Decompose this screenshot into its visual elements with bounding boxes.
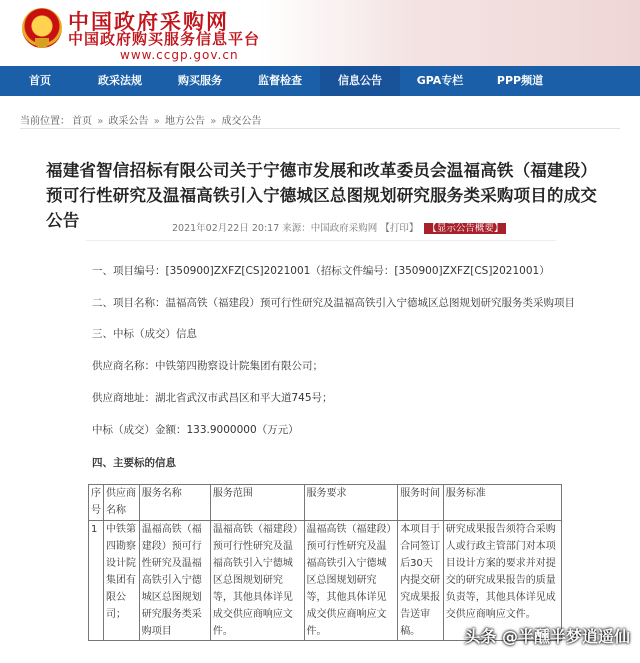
- page-title: 福建省智信招标有限公司关于宁德市发展和改革委员会温福高铁（福建段）预可行性研究及温福高铁引入宁德城区总图规划研究服务类采购项目的成交公告: [46, 161, 598, 230]
- article-meta: [172, 220, 506, 234]
- breadcrumb-home[interactable]: 首页: [72, 116, 92, 127]
- nav-item-services[interactable]: 购买服务: [178, 74, 222, 87]
- project-number: 一、项目编号：[350900]ZXFZ[CS]2021001（招标文件编号：[350900]ZXFZ[CS]2021001）: [92, 265, 550, 277]
- table-cell-service-time: 本项目于合同签订后30天内提交研究成果报告送审稿。: [398, 521, 444, 641]
- table-header: 服务名称: [139, 485, 210, 521]
- publish-date: 2021年02月22日 20:17: [172, 223, 280, 234]
- nav-item-ppp[interactable]: PPP频道: [496, 74, 544, 87]
- table-cell-service-name: 温福高铁（福建段）预可行性研究及温福高铁引入宁德城区总图规划研究服务类采购项目: [139, 521, 210, 641]
- source-text: 来源：中国政府采购网: [282, 223, 378, 234]
- section-main-items: 四、主要标的信息: [92, 457, 176, 469]
- nav-item-supervision[interactable]: 监督检查: [258, 74, 302, 87]
- table-header-row: [89, 485, 562, 521]
- table-header: 服务范围: [210, 485, 304, 521]
- breadcrumb-prefix: 当前位置：: [20, 116, 70, 127]
- watermark: 头条 @半醺半梦逍遥仙: [464, 627, 630, 646]
- nav-item-announcements[interactable]: 信息公告: [320, 66, 400, 96]
- supplier-address: 供应商地址：湖北省武汉市武昌区和平大道745号；: [92, 392, 333, 404]
- table-header: 服务标准: [443, 485, 561, 521]
- breadcrumb-deal[interactable]: 成交公告: [221, 116, 262, 127]
- table-cell-index: 1: [89, 521, 104, 641]
- breadcrumb-announcements[interactable]: 政采公告: [108, 116, 149, 127]
- show-summary-button[interactable]: 【显示公告概要】: [424, 223, 506, 234]
- site-subtitle: 中国政府购买服务信息平台: [68, 30, 261, 48]
- divider: [86, 240, 556, 241]
- award-amount: 中标（成交）金额：133.9000000（万元）: [92, 424, 299, 436]
- print-button[interactable]: 【打印】: [380, 223, 419, 234]
- section-award-info: 三、中标（成交）信息: [92, 328, 197, 340]
- table-cell-supplier: 中铁第四勘察设计院集团有限公司；: [104, 521, 140, 641]
- table-cell-service-scope: 温福高铁（福建段）预可行性研究及温福高铁引入宁德城区总图规划研究等，其他具体详见成交供应商响应文件。: [210, 521, 304, 641]
- breadcrumb-separator: »: [97, 116, 104, 127]
- nav-item-home[interactable]: 首页: [29, 74, 51, 87]
- main-items-table: [88, 484, 562, 641]
- divider: [20, 128, 620, 129]
- breadcrumb: [20, 112, 264, 127]
- table-header: 供应商名称: [104, 485, 140, 521]
- site-name[interactable]: 中国政府采购网: [68, 10, 229, 34]
- site-url: www.ccgp.gov.cn: [120, 48, 239, 62]
- table-header: 服务要求: [304, 485, 398, 521]
- national-emblem-icon[interactable]: [22, 8, 62, 48]
- table-row: [89, 521, 562, 641]
- breadcrumb-separator: »: [153, 116, 160, 127]
- nav-item-regulations[interactable]: 政采法规: [98, 74, 142, 87]
- breadcrumb-local[interactable]: 地方公告: [165, 116, 205, 127]
- nav-item-gpa[interactable]: GPA专栏: [416, 74, 464, 87]
- project-name: 二、项目名称：温福高铁（福建段）预可行性研究及温福高铁引入宁德城区总图规划研究服务类采购项目: [92, 297, 575, 309]
- header-background: [260, 0, 640, 66]
- table-header: 序号: [89, 485, 104, 521]
- table-cell-service-standard: 研究成果报告须符合采购人或行政主管部门对本项目设计方案的要求并对提交的研究成果报告的质量负责等，其他具体详见成交供应商响应文件。: [443, 521, 561, 641]
- supplier-name: 供应商名称：中铁第四勘察设计院集团有限公司；: [92, 360, 323, 372]
- table-header: 服务时间: [398, 485, 444, 521]
- table-cell-service-requirement: 温福高铁（福建段）预可行性研究及温福高铁引入宁德城区总图规划研究等，其他具体详见成交供应商响应文件。: [304, 521, 398, 641]
- main-nav: [0, 66, 640, 96]
- breadcrumb-separator: »: [210, 116, 217, 127]
- site-header: [0, 0, 640, 66]
